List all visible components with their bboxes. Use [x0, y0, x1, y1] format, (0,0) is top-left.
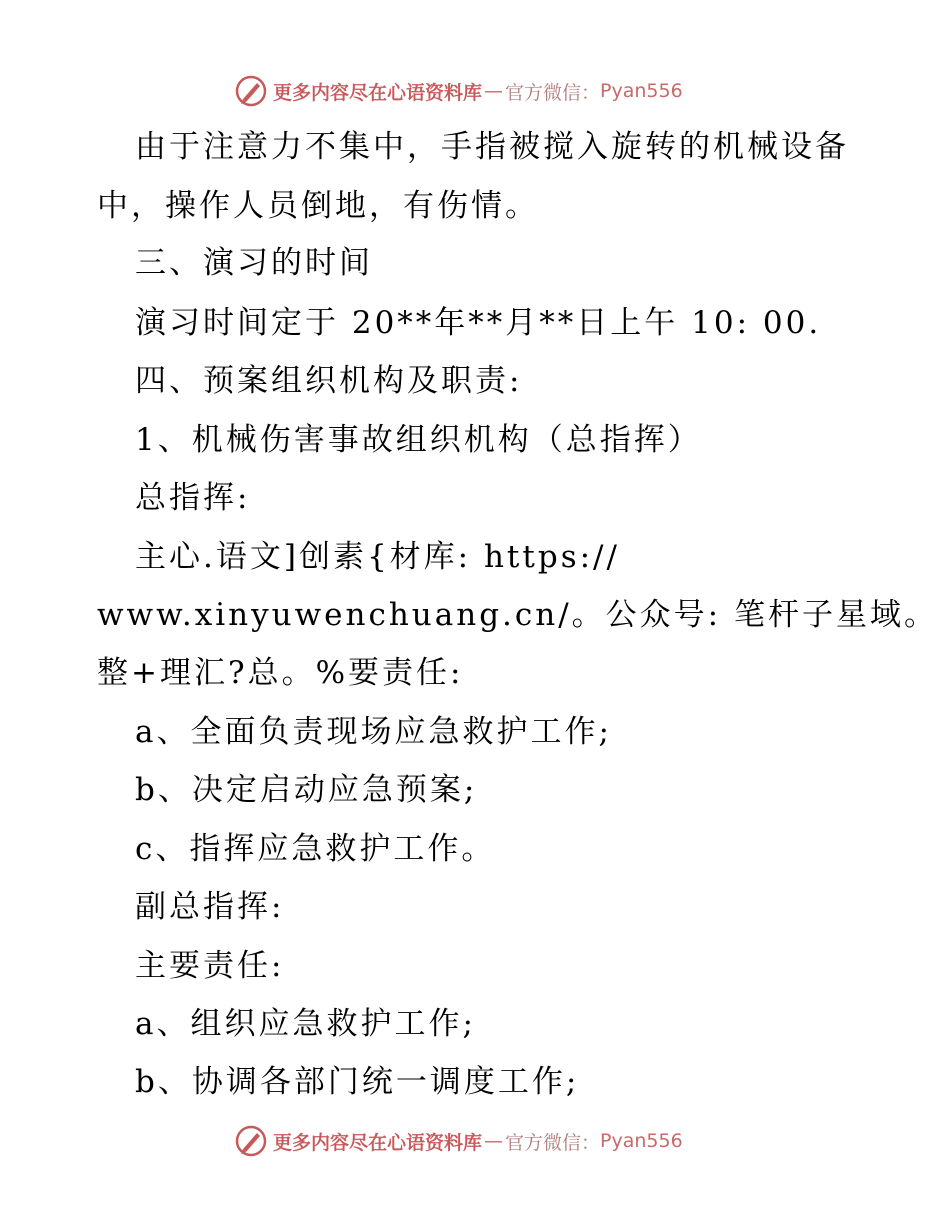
body-line: 总指挥: [135, 480, 251, 516]
watermark-dash: — [484, 1130, 504, 1152]
body-line: 副总指挥: [135, 889, 285, 925]
watermark-brand: 更多内容尽在心语资料库 [273, 81, 483, 104]
watermark-channel: 官方微信： [505, 81, 601, 104]
watermark-brand: 更多内容尽在心语资料库 [273, 1131, 483, 1154]
footer-watermark [235, 1124, 683, 1158]
section-heading: 三、演习的时间 [135, 245, 373, 281]
list-item: c、指挥应急救护工作。 [135, 831, 496, 867]
section-heading: 四、预案组织机构及职责: [135, 363, 523, 399]
body-line: 中，操作人员倒地，有伤情。 [97, 188, 539, 224]
subsection-heading: 1、机械伤害事故组织机构（总指挥） [135, 422, 702, 458]
watermark-dash: — [484, 80, 504, 102]
body-line: 由于注意力不集中，手指被搅入旋转的机械设备 [135, 129, 849, 165]
body-line: 演习时间定于 20**年**月**日上午 10: 00. [135, 305, 822, 341]
list-item: b、协调各部门统一调度工作; [135, 1064, 580, 1100]
pen-logo-icon [235, 1125, 267, 1157]
list-item: a、全面负责现场应急救护工作; [135, 714, 612, 750]
list-item: b、决定启动应急预案; [135, 772, 478, 808]
watermark-wechat-id: Pyan556 [600, 1130, 683, 1152]
body-line: www.xinyuwenchuang.cn/。公众号: 笔杆子星域。 [97, 597, 938, 633]
watermark-wechat-id: Pyan556 [600, 80, 683, 102]
watermark-channel: 官方微信： [505, 1131, 601, 1154]
body-line: 整+理汇?总。%要责任: [97, 655, 464, 691]
body-line: 主心.语文]创素{材库: https:// [135, 539, 620, 575]
list-item: a、组织应急救护工作; [135, 1006, 476, 1042]
body-line: 主要责任: [135, 948, 285, 984]
